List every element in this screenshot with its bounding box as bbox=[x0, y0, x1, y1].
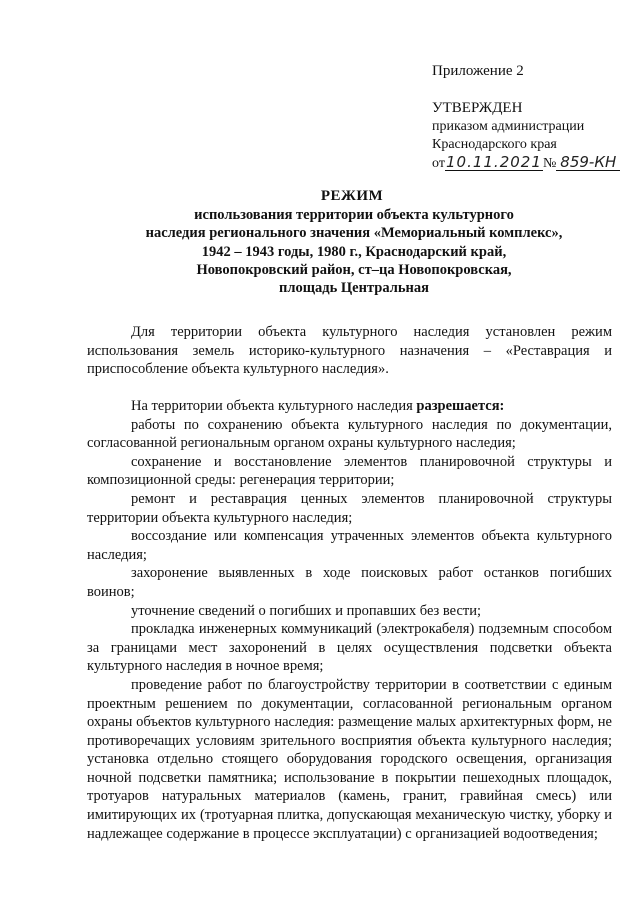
approval-date-number-line bbox=[432, 154, 620, 173]
subtitle-line: 1942 – 1943 годы, 1980 г., Краснодарский край, bbox=[201, 243, 507, 260]
allowed-lead-text: На территории объекта культурного наследия bbox=[131, 398, 417, 414]
list-item: ремонт и реставрация ценных элементов планировочной структуры территории объекта культурного наследия; bbox=[87, 490, 612, 526]
intro-paragraph: Для территории объекта культурного наследия установлен режим использования земель историко-культурного назначения – «Реставрация и приспособление объекта культурного наследия». bbox=[87, 324, 612, 378]
subtitle-line: использования территории объекта культурного bbox=[194, 207, 514, 223]
approved-label: УТВЕРЖДЕН bbox=[432, 100, 523, 116]
intro-section bbox=[87, 323, 612, 379]
allowed-lead bbox=[87, 397, 612, 416]
document-subtitle bbox=[120, 206, 588, 297]
subtitle-line: площадь Центральная bbox=[279, 280, 429, 297]
list-item: проведение работ по благоустройству территории в соответствии с единым проектным решением по документации, согласованной региональным органом охраны объектов культурного наследия: размещение малых архитектурных форм, не противоречащих условиям зрительного восприятия объекта культурного наследия; установка отдельно стоящего оборудования городского освещения, организация ночной подсветки памятника; использование в покрытии пешеходных площадок, тротуаров натуральных материалов (камень, гранит, гравийная смесь) или имитирующих их (тротуарная плитка, допускающая механическую чистку, уборку и надлежащее содержание в процессе эксплуатации) с организацией водоотведения; bbox=[87, 676, 612, 842]
appendix-label: Приложение 2 bbox=[432, 63, 524, 79]
list-item: работы по сохранению объекта культурного наследия по документации, согласованной региональным органом охраны культурного наследия; bbox=[87, 416, 612, 452]
handwritten-date: 10.11.2021 bbox=[445, 153, 542, 171]
list-item: захоронение выявленных в ходе поисковых работ останков погибших воинов; bbox=[87, 565, 612, 600]
handwritten-number: 859-КН bbox=[556, 154, 620, 171]
subtitle-line: Новопокровский район, ст–ца Новопокровская, bbox=[196, 261, 512, 278]
list-item: уточнение сведений о погибших и пропавших без вести; bbox=[131, 602, 482, 619]
number-prefix: № bbox=[542, 156, 557, 171]
approval-line-2: Краснодарского края bbox=[432, 137, 557, 152]
subtitle-line: наследия регионального значения «Мемориальный комплекс», bbox=[145, 225, 563, 242]
date-prefix: от bbox=[432, 156, 445, 171]
approval-line-1: приказом администрации bbox=[432, 119, 585, 134]
document-heading: РЕЖИМ bbox=[320, 188, 384, 204]
list-item: сохранение и восстановление элементов планировочной структуры и композиционной среды: регенерация территории; bbox=[87, 453, 612, 489]
list-item: воссоздание или компенсация утраченных элементов объекта культурного наследия; bbox=[87, 528, 612, 563]
allowed-section bbox=[87, 397, 612, 843]
allowed-lead-bold: разрешается: bbox=[416, 398, 505, 414]
list-item: прокладка инженерных коммуникаций (электрокабеля) подземным способом за границами мест захоронений в целях осуществления подсветки объекта культурного наследия в ночное время; bbox=[87, 621, 612, 675]
